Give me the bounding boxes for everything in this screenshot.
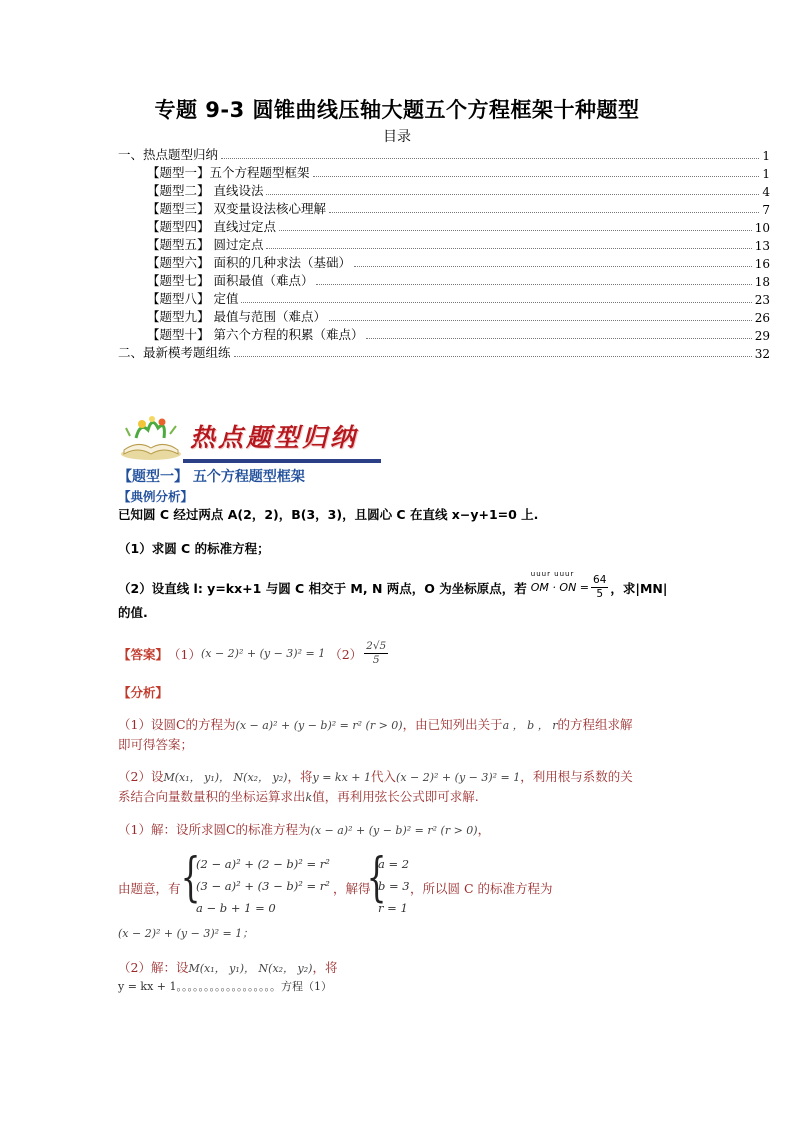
toc-leader-dots (313, 176, 760, 177)
toc-entry[interactable] (118, 271, 770, 289)
toc-entry-text: 【题型九】 最值与范围（难点） (147, 309, 326, 324)
toc-page-number: 16 (754, 257, 770, 271)
section-title: 【题型一】 五个方程题型框架 (118, 469, 305, 485)
answer-p2-numerator: 2√5 (366, 640, 387, 652)
toc-page-number: 29 (754, 329, 770, 343)
solution-step-2 (118, 958, 338, 976)
problem-part-1: （1）求圆 C 的标准方程； (118, 541, 270, 556)
toc-entry[interactable] (118, 217, 770, 235)
analysis-s2-points: M(x₁， y₁)， N(x₂， y₂) (163, 771, 288, 784)
toc-leader-dots (266, 194, 759, 195)
analysis-s2-cont-text: 系结合向量数量积的坐标运算求出 (118, 789, 306, 804)
analysis-s1-end: 的方程组求解 (557, 717, 633, 732)
solution-step-1 (118, 820, 490, 838)
analysis-step-1-cont: 即可得答案； (118, 737, 194, 752)
toc-entry[interactable] (118, 307, 770, 325)
answer-p1: (x − 2)² + (y − 3)² = 1 (200, 647, 326, 660)
toc-page-number: 23 (754, 293, 770, 307)
problem-statement: 已知圆 C 经过两点 A(2，2)，B(3，3)，且圆心 C 在直线 x−y+1=0 上. (118, 507, 539, 522)
analysis-s1-vars: a ， b ， r (502, 719, 558, 732)
problem-part-2-tail: ，求|MN| (610, 580, 668, 596)
equation-system-row-2: (3 − a)² + (3 − b)² = r² (196, 879, 330, 893)
toc-page-number: 32 (754, 347, 770, 361)
toc-leader-dots (266, 248, 751, 249)
answer-p1-label: （1） (168, 646, 201, 662)
toc-entry-text: 二、最新模考题组练 (118, 345, 231, 360)
toc-entry-text: 【题型五】 圆过定点 (147, 237, 264, 252)
toc-entry-text: 【题型二】 直线设法 (147, 183, 264, 198)
analysis-s2-cont-end: 值，再利用弦长公式即可求解. (312, 789, 479, 804)
solution-s1-end: ， (477, 822, 491, 837)
toc-page-number: 1 (762, 149, 770, 163)
analysis-s2-mid2: 代入 (371, 769, 397, 784)
toc-entry-text: 【题型七】 面积最值（难点） (147, 273, 314, 288)
analysis-s2-k: k (305, 791, 313, 804)
vector-dot-product (530, 570, 590, 594)
analysis-s2-end: ，利用根与系数的关 (520, 769, 633, 784)
toc-page-number: 4 (762, 185, 770, 199)
answer-p2-denominator: 5 (372, 654, 380, 666)
toc-leader-dots (329, 320, 752, 321)
problem-part-2 (118, 570, 668, 601)
analysis-s2-text: （2）设 (118, 769, 164, 784)
solution-equation-1: y = kx + 1。。。。。。。。。。。。。。。。。。方程（1） (118, 980, 332, 993)
solution-system-label: 由题意，有 (118, 881, 181, 896)
left-brace-system: { (180, 848, 201, 908)
solution-s2-end: ，将 (312, 960, 338, 975)
toc-entry[interactable] (118, 145, 770, 163)
analysis-s1-text: （1）设圆C的方程为 (118, 717, 236, 732)
toc-leader-dots (329, 212, 759, 213)
solution-solve-label: ，解得 (333, 881, 371, 896)
analysis-step-2 (118, 767, 633, 785)
analysis-s2-equation: (x − 2)² + (y − 3)² = 1 (396, 771, 521, 784)
solution-s1-equation: (x − a)² + (y − b)² = r² (r > 0) (310, 824, 478, 837)
toc-entry-text: 【题型十】 第六个方程的积累（难点） (147, 327, 364, 342)
problem-part-2-text: （2）设直线 l: y=kx+1 与圆 C 相交于 M, N 两点，O 为坐标原点，若 (118, 580, 527, 596)
solution-row-r: r = 1 (378, 901, 408, 915)
toc-entry[interactable] (118, 163, 770, 181)
analysis-s2-line: y = kx + 1 (312, 771, 372, 784)
answer-p2-fraction (364, 640, 388, 667)
toc-leader-dots (354, 266, 752, 267)
toc-entry-text: 【题型一】五个方程题型框架 (147, 165, 310, 180)
toc-entry[interactable] (118, 181, 770, 199)
toc-entry[interactable] (118, 325, 770, 343)
toc-heading: 目录 (383, 129, 411, 145)
example-subheading: 【典例分析】 (118, 489, 194, 504)
toc-leader-dots (234, 356, 752, 357)
left-brace-solution: { (366, 848, 387, 908)
table-of-contents (118, 145, 770, 361)
equation-system-row-3: a − b + 1 = 0 (196, 901, 276, 915)
solution-row-b: b = 3 (378, 879, 410, 893)
toc-page-number: 1 (762, 167, 770, 181)
page-title: 专题 9-3 圆锥曲线压轴大题五个方程框架十种题型 (154, 98, 640, 122)
fraction-numerator: 64 (593, 574, 607, 586)
fraction-denominator: 5 (596, 588, 604, 600)
answer-label: 【答案】 (118, 646, 169, 662)
vector-expression: OM · ON = (530, 581, 590, 594)
toc-leader-dots (316, 284, 751, 285)
banner-underline (183, 459, 381, 463)
toc-entry[interactable] (118, 199, 770, 217)
toc-entry-text: 【题型三】 双变量设法核心理解 (147, 201, 326, 216)
toc-entry[interactable] (118, 289, 770, 307)
solution-s2-points: M(x₁， y₁)， N(x₂， y₂) (188, 962, 313, 975)
toc-page-number: 26 (754, 311, 770, 325)
answer-p2-label: （2） (329, 646, 363, 662)
toc-page-number: 7 (762, 203, 770, 217)
banner-title: 热点题型归纳 (190, 423, 359, 452)
analysis-s2-mid: ，将 (287, 769, 313, 784)
answer-line (118, 640, 390, 667)
analysis-step-2-cont (118, 787, 479, 805)
toc-entry[interactable] (118, 235, 770, 253)
solution-conclusion: ，所以圆 C 的标准方程为 (410, 881, 553, 896)
toc-page-number: 13 (754, 239, 770, 253)
analysis-s1-mid: ，由已知列出关于 (402, 717, 503, 732)
toc-entry-text: 【题型四】 直线过定点 (147, 219, 276, 234)
toc-leader-dots (241, 302, 751, 303)
toc-leader-dots (221, 158, 759, 159)
solution-s2-text: （2）解：设 (118, 960, 189, 975)
solution-row-a: a = 2 (378, 857, 410, 871)
toc-entry-text: 【题型六】 面积的几种求法（基础） (147, 255, 351, 270)
toc-page-number: 10 (754, 221, 770, 235)
toc-leader-dots (366, 338, 751, 339)
equation-system-row-1: (2 − a)² + (2 − b)² = r² (196, 857, 330, 871)
toc-page-number: 18 (754, 275, 770, 289)
toc-entry[interactable] (118, 343, 770, 361)
analysis-s1-equation: (x − a)² + (y − b)² = r² (r > 0) (235, 719, 403, 732)
problem-part-2-end: 的值. (118, 605, 148, 620)
toc-entry-text: 【题型八】 定值 (147, 291, 239, 306)
analysis-step-1 (118, 715, 632, 733)
toc-leader-dots (279, 230, 752, 231)
toc-entry-text: 一、热点题型归纳 (118, 147, 219, 162)
analysis-label: 【分析】 (118, 685, 169, 700)
solution-s1-text: （1）解：设所求圆C的标准方程为 (118, 822, 311, 837)
solution-final-equation: (x − 2)² + (y − 3)² = 1； (118, 927, 254, 940)
vector-arrows: uuur uuur (530, 570, 575, 578)
toc-entry[interactable] (118, 253, 770, 271)
fraction-64-5 (591, 574, 608, 601)
